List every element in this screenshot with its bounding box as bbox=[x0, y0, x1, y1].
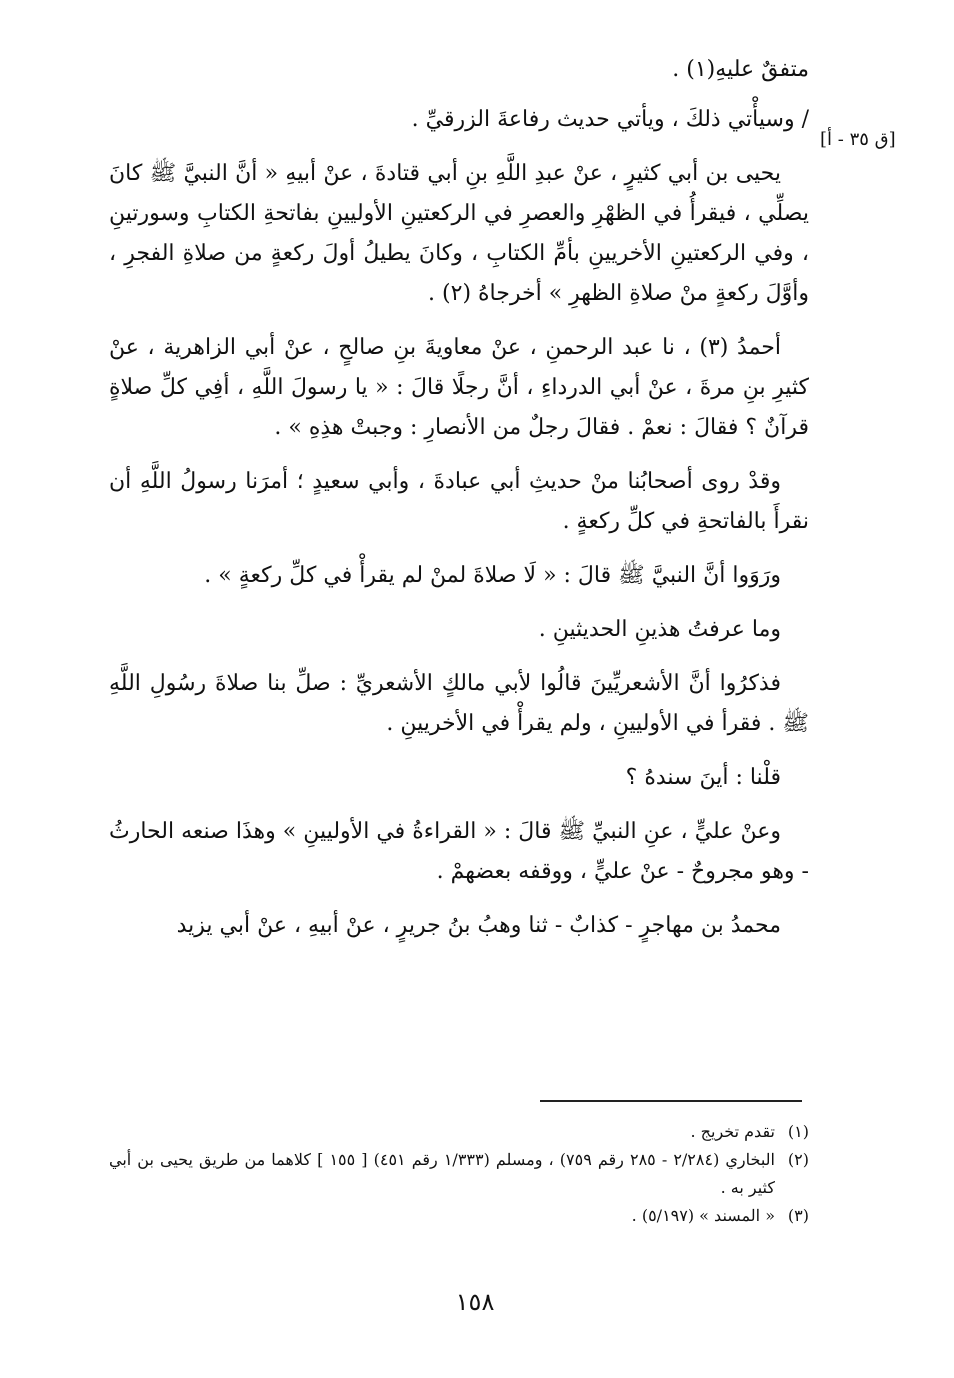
footnotes bbox=[109, 1118, 809, 1230]
footnote bbox=[109, 1202, 809, 1230]
footnote-number: (٢) bbox=[787, 1150, 809, 1169]
text-paragraph: قلْنا : أينَ سندهُ ؟ bbox=[625, 765, 781, 790]
main-text bbox=[109, 50, 809, 960]
footnote-text: « المسند » (٥/١٩٧) . bbox=[631, 1206, 775, 1225]
text-paragraph: أحمدُ (٣) ، نا عبد الرحمنِ ، عنْ معاويةَ بنِ صالحٍ ، عنْ أبي الزاهرية ، عنْ كثيرِ بنِ مرةَ ، عنْ أبي الدرداءِ ، أنَّ رجلًا قالَ : « يا رسولَ اللَّهِ ، أفِي كلِّ صلاةٍ قرآنٌ ؟ فقالَ : نعمْ . فقالَ رجلٌ من الأنصارِ : وجبتْ هذِهِ » . bbox=[109, 335, 809, 440]
footnote-text: تقدم تخريج . bbox=[690, 1122, 775, 1141]
text-paragraph: ورَوَوا أنَّ النبيَّ ﷺ قالَ : « لَا صلاةَ لمنْ لم يقرأْ في كلِّ ركعةٍ » . bbox=[204, 563, 781, 588]
footnote bbox=[109, 1146, 809, 1202]
text-paragraph: وما عرفتُ هذينِ الحديثينِ . bbox=[538, 617, 781, 642]
text-paragraph: يحيى بن أبي كثيرٍ ، عنْ عبدِ اللَّهِ بنِ أبي قتادةَ ، عنْ أبيهِ « أنَّ النبيَّ ﷺ كانَ يصلِّي ، فيقرأُ في الظهْرِ والعصرِ في الركعتينِ الأوليينِ بفاتحةِ الكتابِ وسورتينِ ، وفي الركعتينِ الأخريينِ بأمِّ الكتابِ ، وكانَ يطيلُ أولَ ركعةٍ من صلاةِ الفجرِ ، وأوَّلَ ركعةٍ منْ صلاةِ الظهرِ » أخرجاهُ (٢) . bbox=[109, 161, 809, 306]
text-paragraph: محمدُ بن مهاجرٍ - كذابٌ - ثنا وهبُ بنُ جريرٍ ، عنْ أبيهِ ، عنْ أبي يزيد bbox=[176, 913, 781, 938]
text-paragraph: / وسيأْتي ذلكَ ، ويأتي حديث رفاعةَ الزرقيِّ . bbox=[411, 107, 809, 132]
text-paragraph: متفقٌ عليهِ(١) . bbox=[672, 57, 809, 82]
page-number: ١٥٨ bbox=[455, 1288, 495, 1316]
footnote bbox=[109, 1118, 809, 1146]
footnote-text: البخاري (٢/٢٨٤ - ٢٨٥ رقم ٧٥٩) ، ومسلم (١/٣٣٣ رقم ٤٥١) [ ١٥٥ ] كلاهما من طريق يحيى بن أبي كثير به . bbox=[109, 1150, 775, 1197]
text-paragraph: فذكرُوا أنَّ الأشعريِّينَ قالُوا لأبي مالكٍ الأشعريِّ : صلِّ بنا صلاةَ رسُولِ اللَّهِ ﷺ . فقرأ في الأوليينِ ، ولم يقرأْ في الأخريينِ . bbox=[109, 671, 809, 736]
footnote-number: (٣) bbox=[787, 1206, 809, 1225]
footnote-divider bbox=[540, 1100, 802, 1102]
text-paragraph: وقدْ روى أصحابُنا منْ حديثِ أبي عبادةَ ، وأبي سعيدٍ ؛ أمرَنا رسولُ اللَّهِ أن نقرأَ بالفاتحةِ في كلِّ ركعةٍ . bbox=[109, 469, 809, 534]
footnote-number: (١) bbox=[787, 1122, 809, 1141]
text-paragraph: وعنْ عليٍّ ، عنِ النبيِّ ﷺ قالَ : « القراءةُ في الأوليينِ » وهذَا صنعه الحارثُ - وهو مجروحٌ - عنْ عليٍّ ، ووقفه بعضهمْ . bbox=[109, 819, 809, 884]
manuscript-folio-reference: [ق ٣٥ - أ] bbox=[820, 129, 896, 150]
